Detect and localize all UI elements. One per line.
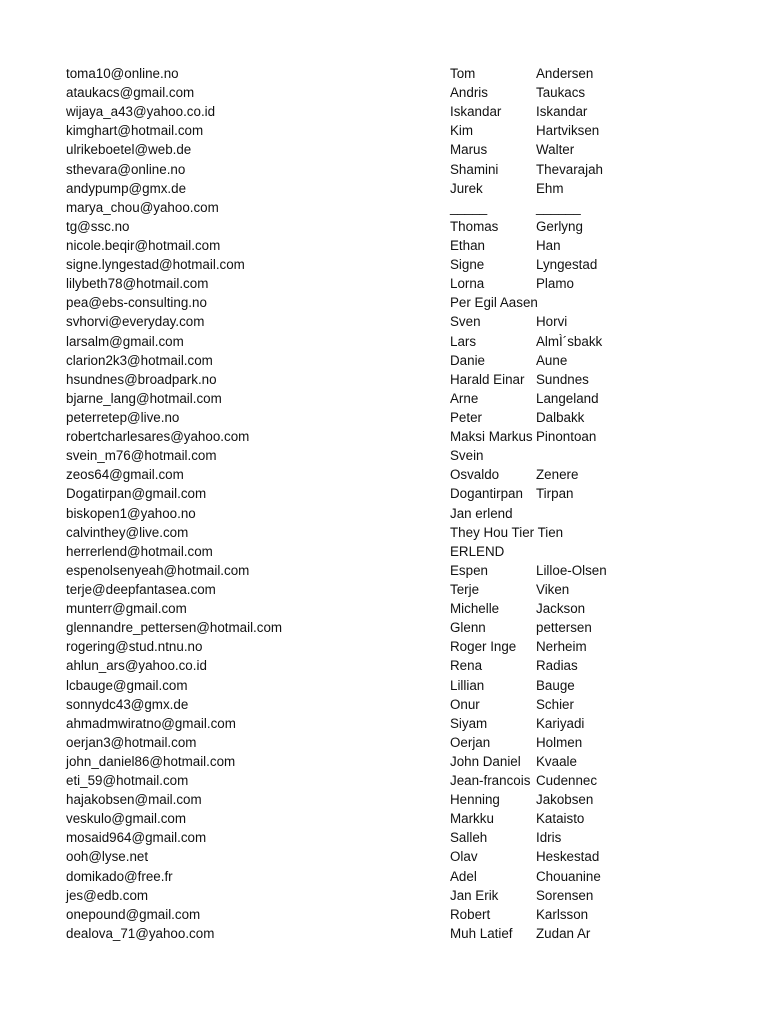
last-name: Walter: [536, 142, 575, 158]
email-address: hajakobsen@mail.com: [66, 792, 202, 808]
email-address: zeos64@gmail.com: [66, 467, 184, 483]
list-item: [66, 752, 746, 771]
last-name: Jackson: [536, 601, 586, 617]
last-name: Langeland: [536, 390, 599, 406]
first-name: Kim: [450, 123, 474, 139]
list-item: [66, 561, 746, 580]
email-address: domikado@free.fr: [66, 868, 173, 884]
last-name: Viken: [536, 581, 570, 597]
last-name: Aune: [536, 352, 568, 368]
list-item: [66, 198, 746, 217]
list-item: [66, 465, 746, 484]
list-item: [66, 64, 746, 83]
email-address: ulrikeboetel@web.de: [66, 142, 192, 158]
last-name: Zudan Ar: [536, 925, 591, 941]
list-item: [66, 293, 746, 312]
first-name: Muh Latief: [450, 925, 513, 941]
list-item: [66, 83, 746, 102]
email-address: lilybeth78@hotmail.com: [66, 276, 209, 292]
email-address: glennandre_pettersen@hotmail.com: [66, 620, 283, 636]
last-name: Karlsson: [536, 906, 589, 922]
first-name: Lillian: [450, 677, 485, 693]
list-item: [66, 427, 746, 446]
last-name: Pinontoan: [536, 429, 597, 445]
list-item: [66, 504, 746, 523]
email-address: kimghart@hotmail.com: [66, 123, 204, 139]
first-name: Shamini: [450, 161, 499, 177]
contact-list: [66, 64, 746, 943]
list-item: [66, 389, 746, 408]
email-address: svein_m76@hotmail.com: [66, 448, 217, 464]
list-item: [66, 599, 746, 618]
email-address: ataukacs@gmail.com: [66, 85, 195, 101]
first-name: Osvaldo: [450, 467, 500, 483]
first-name: Adel: [450, 868, 477, 884]
list-item: [66, 160, 746, 179]
last-name: Horvi: [536, 314, 568, 330]
email-address: jes@edb.com: [66, 887, 149, 903]
first-name: Roger Inge: [450, 639, 517, 655]
first-name: They Hou Tier Tien: [450, 524, 564, 540]
last-name: Bauge: [536, 677, 575, 693]
list-item: [66, 867, 746, 886]
last-name: Gerlyng: [536, 218, 583, 234]
last-name: Taukacs: [536, 85, 586, 101]
last-name: pettersen: [536, 620, 592, 636]
email-address: mosaid964@gmail.com: [66, 830, 207, 846]
list-item: [66, 446, 746, 465]
email-address: eti_59@hotmail.com: [66, 773, 189, 789]
last-name: AlmÌ´sbakk: [536, 333, 603, 349]
list-item: [66, 695, 746, 714]
first-name: Marus: [450, 142, 488, 158]
last-name: Kariyadi: [536, 715, 585, 731]
email-address: ahmadmwiratno@gmail.com: [66, 715, 236, 731]
last-name: Andersen: [536, 66, 594, 81]
last-name: Jakobsen: [536, 792, 594, 808]
first-name: Jean-francois: [450, 773, 531, 789]
list-item: [66, 847, 746, 866]
list-item: [66, 733, 746, 752]
email-address: onepound@gmail.com: [66, 906, 201, 922]
first-name: Dogantirpan: [450, 486, 523, 502]
list-item: [66, 274, 746, 293]
last-name: Tirpan: [536, 486, 574, 502]
email-address: nicole.beqir@hotmail.com: [66, 237, 221, 253]
email-address: lcbauge@gmail.com: [66, 677, 188, 693]
email-address: dealova_71@yahoo.com: [66, 925, 215, 941]
email-address: larsalm@gmail.com: [66, 333, 184, 349]
list-item: [66, 618, 746, 637]
last-name: Idris: [536, 830, 562, 846]
first-name: Jurek: [450, 180, 483, 196]
email-address: Dogatirpan@gmail.com: [66, 486, 207, 502]
list-item: [66, 809, 746, 828]
list-item: [66, 714, 746, 733]
list-item: [66, 255, 746, 274]
last-name: Ehm: [536, 180, 564, 196]
email-address: robertcharlesares@yahoo.com: [66, 429, 250, 445]
email-address: ooh@lyse.net: [66, 849, 149, 865]
list-item: [66, 656, 746, 675]
list-item: [66, 179, 746, 198]
first-name: Siyam: [450, 715, 488, 731]
email-address: sthevara@online.no: [66, 161, 186, 177]
email-address: rogering@stud.ntnu.no: [66, 639, 203, 655]
last-name: Radias: [536, 658, 578, 674]
list-item: [66, 140, 746, 159]
last-name: Zenere: [536, 467, 579, 483]
first-name: Espen: [450, 562, 488, 578]
first-name: Danie: [450, 352, 485, 368]
email-address: marya_chou@yahoo.com: [66, 199, 219, 215]
last-name: Sundnes: [536, 371, 589, 387]
first-name: Olav: [450, 849, 478, 865]
email-address: veskulo@gmail.com: [66, 811, 187, 827]
last-name: ______: [536, 199, 581, 215]
first-name: Peter: [450, 409, 483, 425]
last-name: Cudennec: [536, 773, 598, 789]
first-name: Svein: [450, 448, 484, 464]
list-item: [66, 484, 746, 503]
email-address: hsundnes@broadpark.no: [66, 371, 217, 387]
last-name: Iskandar: [536, 104, 588, 120]
email-address: espenolsenyeah@hotmail.com: [66, 562, 250, 578]
first-name: Andris: [450, 85, 488, 101]
first-name: Henning: [450, 792, 500, 808]
email-address: biskopen1@yahoo.no: [66, 505, 196, 521]
last-name: Han: [536, 237, 561, 253]
first-name: Jan Erik: [450, 887, 499, 903]
last-name: Kataisto: [536, 811, 585, 827]
last-name: Hartviksen: [536, 123, 600, 139]
last-name: Holmen: [536, 734, 583, 750]
email-address: john_daniel86@hotmail.com: [66, 753, 236, 769]
email-address: wijaya_a43@yahoo.co.id: [66, 104, 216, 120]
email-address: signe.lyngestad@hotmail.com: [66, 257, 245, 273]
last-name: Chouanine: [536, 868, 601, 884]
last-name: Dalbakk: [536, 409, 585, 425]
list-item: [66, 408, 746, 427]
list-item: [66, 370, 746, 389]
email-address: pea@ebs-consulting.no: [66, 295, 207, 311]
first-name: Ethan: [450, 237, 485, 253]
last-name: Schier: [536, 696, 574, 712]
first-name: Rena: [450, 658, 483, 674]
email-address: tg@ssc.no: [66, 218, 130, 234]
list-item: [66, 332, 746, 351]
first-name: Maksi Markus: [450, 429, 533, 445]
list-item: [66, 886, 746, 905]
email-address: clarion2k3@hotmail.com: [66, 352, 213, 368]
first-name: ERLEND: [450, 543, 505, 559]
list-item: [66, 828, 746, 847]
last-name: Lyngestad: [536, 257, 598, 273]
email-address: svhorvi@everyday.com: [66, 314, 205, 330]
email-address: oerjan3@hotmail.com: [66, 734, 197, 750]
first-name: Signe: [450, 257, 485, 273]
email-address: bjarne_lang@hotmail.com: [66, 390, 222, 406]
first-name: Thomas: [450, 218, 499, 234]
first-name: Robert: [450, 906, 491, 922]
first-name: Per Egil Aasen: [450, 295, 538, 311]
last-name: Lilloe-Olsen: [536, 562, 607, 578]
email-address: andypump@gmx.de: [66, 180, 187, 196]
first-name: Terje: [450, 581, 480, 597]
list-item: [66, 102, 746, 121]
first-name: _____: [450, 199, 488, 215]
first-name: Michelle: [450, 601, 500, 617]
email-address: ahlun_ars@yahoo.co.id: [66, 658, 207, 674]
list-item: [66, 121, 746, 140]
last-name: Plamo: [536, 276, 574, 292]
first-name: Iskandar: [450, 104, 502, 120]
first-name: Tom: [450, 66, 476, 81]
list-item: [66, 790, 746, 809]
list-item: [66, 523, 746, 542]
list-item: [66, 217, 746, 236]
list-item: [66, 351, 746, 370]
list-item: [66, 580, 746, 599]
email-address: terje@deepfantasea.com: [66, 581, 216, 597]
last-name: Thevarajah: [536, 161, 603, 177]
list-item: [66, 236, 746, 255]
first-name: Markku: [450, 811, 494, 827]
first-name: Lars: [450, 333, 477, 349]
list-item: [66, 924, 746, 943]
list-item: [66, 905, 746, 924]
first-name: Salleh: [450, 830, 488, 846]
email-address: calvinthey@live.com: [66, 524, 189, 540]
list-item: [66, 542, 746, 561]
email-address: sonnydc43@gmx.de: [66, 696, 189, 712]
last-name: Heskestad: [536, 849, 600, 865]
email-address: herrerlend@hotmail.com: [66, 543, 213, 559]
email-address: toma10@online.no: [66, 66, 179, 81]
first-name: John Daniel: [450, 753, 521, 769]
first-name: Jan erlend: [450, 505, 513, 521]
last-name: Sorensen: [536, 887, 594, 903]
email-address: munterr@gmail.com: [66, 601, 187, 617]
list-item: [66, 676, 746, 695]
last-name: Kvaale: [536, 753, 577, 769]
first-name: Arne: [450, 390, 479, 406]
first-name: Glenn: [450, 620, 486, 636]
first-name: Onur: [450, 696, 480, 712]
list-item: [66, 312, 746, 331]
email-address: peterretep@live.no: [66, 409, 180, 425]
list-item: [66, 771, 746, 790]
first-name: Sven: [450, 314, 481, 330]
first-name: Harald Einar: [450, 371, 525, 387]
first-name: Oerjan: [450, 734, 491, 750]
list-item: [66, 637, 746, 656]
first-name: Lorna: [450, 276, 485, 292]
last-name: Nerheim: [536, 639, 587, 655]
